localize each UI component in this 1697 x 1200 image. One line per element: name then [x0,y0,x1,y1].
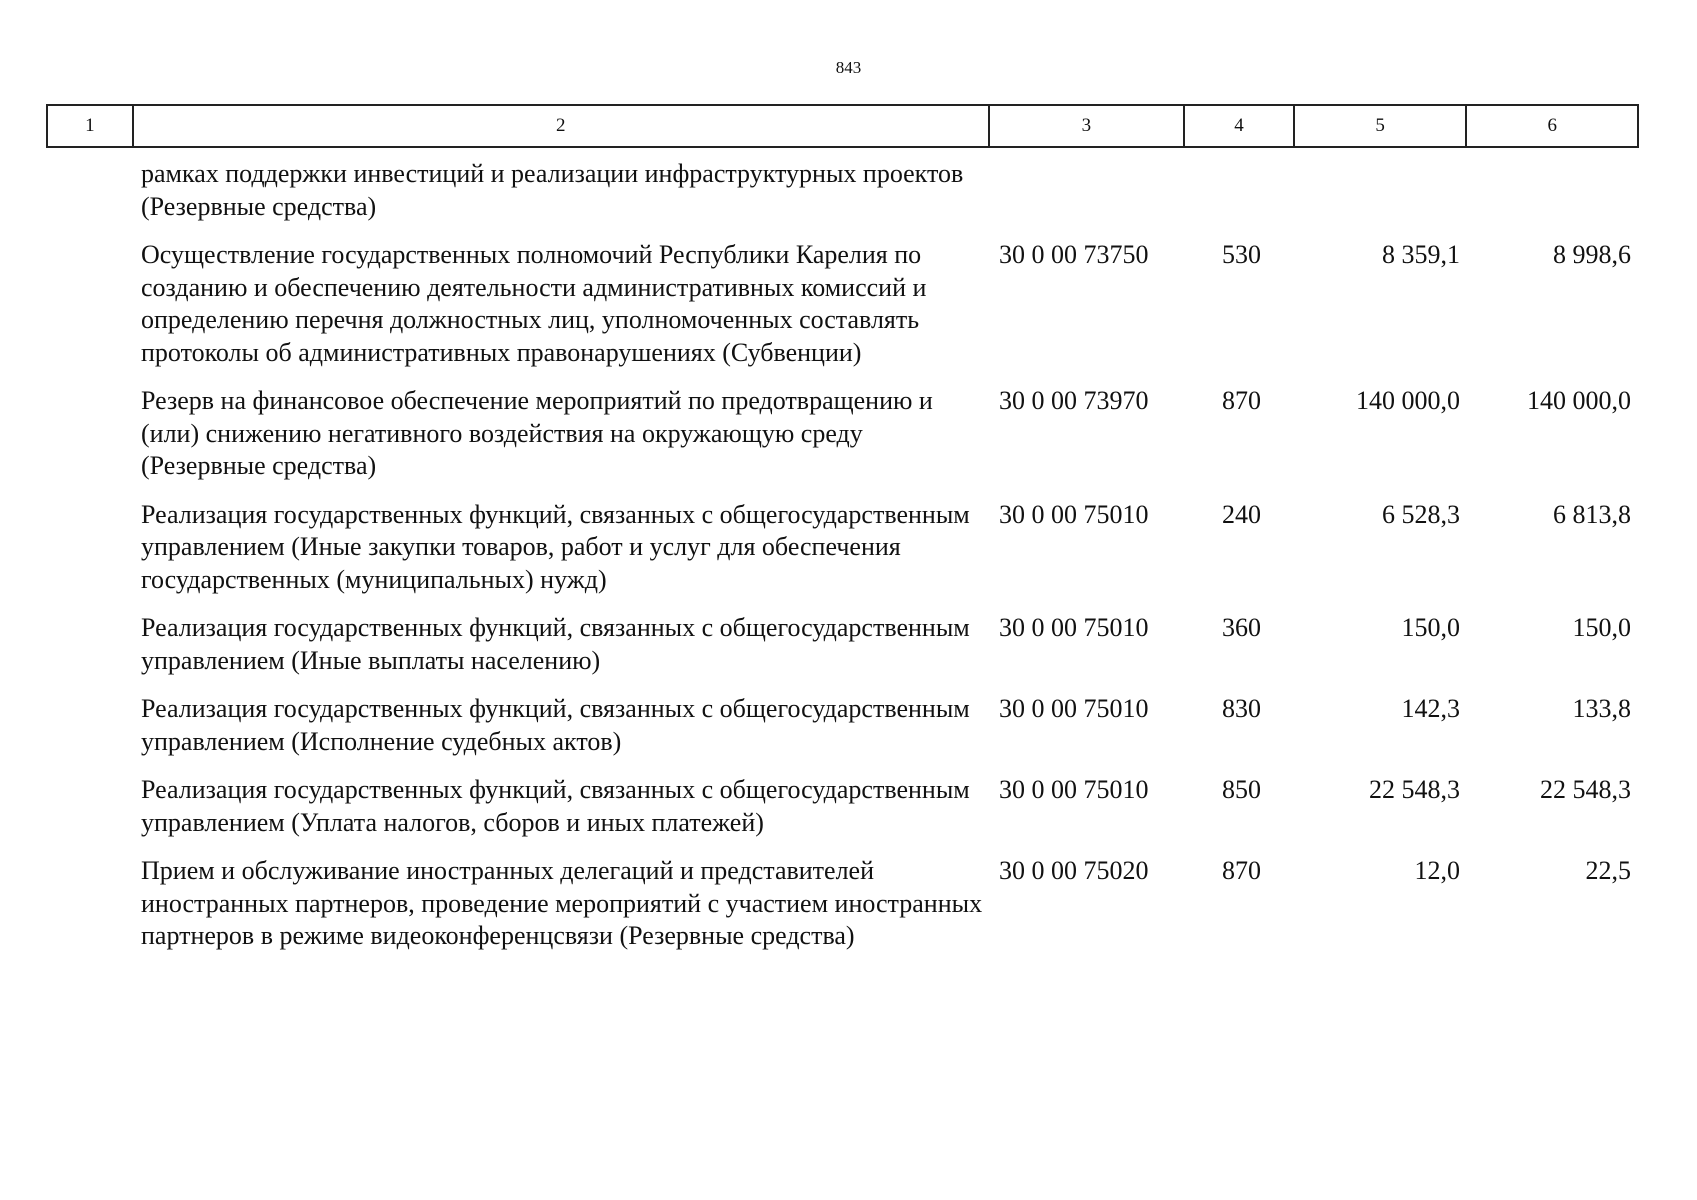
table-row [46,158,1639,223]
row-col-1 [46,774,132,839]
row-description: Реализация государственных функций, связанных с общегосударственным управлением (Иные закупки товаров, работ и услуг для обеспечения государственных (муниципальных) нужд) [141,499,970,594]
row-type: 870 [1222,386,1261,415]
row-value-6: 140 000,0 [1527,386,1631,415]
row-code: 30 0 00 73750 [999,240,1149,269]
row-type [1186,158,1296,223]
row-type: 360 [1222,613,1261,642]
row-value-5: 150,0 [1401,613,1460,642]
row-description: Реализация государственных функций, связанных с общегосударственным управлением (Иные выплаты населению) [141,613,970,675]
row-value-5: 8 359,1 [1382,240,1460,269]
page-number: 843 [835,58,862,77]
header-col-6: 6 [1547,115,1557,136]
row-value-5: 6 528,3 [1382,499,1460,529]
row-description: Прием и обслуживание иностранных делегаций и представителей иностранных партнеров, проведение мероприятий с участием иностранных партнеров в режиме видеоконференцсвязи (Резервные средства) [141,856,983,950]
row-col-1 [46,855,132,953]
row-value-5: 140 000,0 [1356,386,1460,415]
table-row [46,693,1639,758]
row-col-1 [46,385,132,483]
header-col-1: 1 [48,106,134,146]
row-description: Осуществление государственных полномочий Республики Карелия по созданию и обеспечению деятельности административных комиссий и определению перечня должностных лиц, уполномоченных составлять протоколы об административных правонарушениях (Субвенции) [141,240,927,367]
row-value-6: 133,8 [1572,694,1631,723]
row-code [990,158,1186,223]
row-type: 870 [1222,856,1261,885]
row-code: 30 0 00 75010 [999,694,1149,723]
row-code: 30 0 00 75010 [999,613,1149,642]
row-col-1 [46,693,132,758]
row-col-1 [46,158,132,223]
header-col-2: 2 [134,106,990,146]
header-col-3: 3 [990,106,1186,146]
table-body [46,158,1639,969]
table-row [46,239,1639,369]
row-value-6: 22 548,3 [1540,775,1631,804]
row-value-5: 142,3 [1401,694,1460,723]
table-row [46,612,1639,677]
table-row [46,774,1639,839]
table-row [46,385,1639,483]
row-type: 240 [1222,499,1261,529]
row-type: 830 [1222,694,1261,723]
row-col-1 [46,239,132,369]
row-col-1 [46,612,132,677]
row-type: 530 [1222,240,1261,269]
row-value-5: 22 548,3 [1369,775,1460,804]
row-code: 30 0 00 75010 [999,775,1149,804]
row-value-6: 150,0 [1572,613,1631,642]
row-description: Реализация государственных функций, связанных с общегосударственным управлением (Исполнение судебных актов) [141,694,970,756]
row-value-5 [1296,158,1469,223]
row-value-6: 22,5 [1585,856,1631,885]
row-code: 30 0 00 75020 [999,856,1149,885]
row-value-5: 12,0 [1414,856,1460,885]
table-header [46,104,1639,148]
row-code: 30 0 00 75010 [999,499,1149,529]
table-row [46,499,1639,597]
header-col-5: 5 [1295,106,1468,146]
row-value-6: 8 998,6 [1553,240,1631,269]
header-col-4: 4 [1185,106,1295,146]
table-row [46,855,1639,953]
row-description: рамках поддержки инвестиций и реализации инфраструктурных проектов (Резервные средства) [141,159,964,221]
row-col-1 [46,499,132,597]
row-value-6: 6 813,8 [1553,499,1631,529]
row-type: 850 [1222,775,1261,804]
row-value-6 [1469,158,1639,223]
row-description: Резерв на финансовое обеспечение мероприятий по предотвращению и (или) снижению негативного воздействия на окружающую среду (Резервные средства) [141,386,933,480]
row-description: Реализация государственных функций, связанных с общегосударственным управлением (Уплата налогов, сборов и иных платежей) [141,775,970,837]
row-code: 30 0 00 73970 [999,386,1149,415]
